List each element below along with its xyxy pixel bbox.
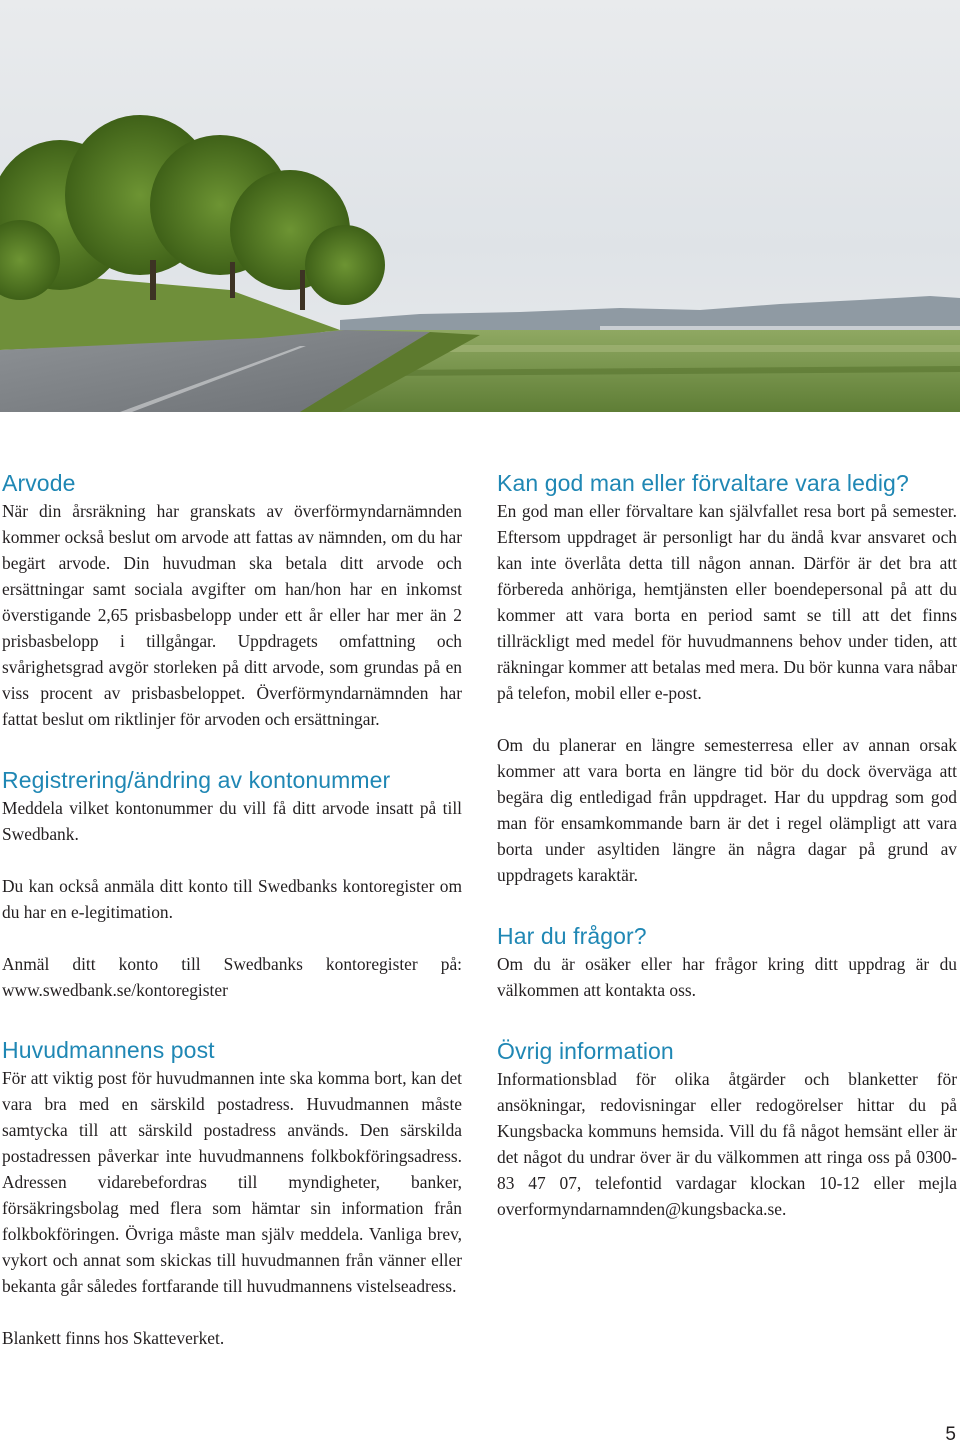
- road-landscape-illustration: [0, 0, 960, 412]
- arvode-text: När din årsräkning har granskats av överförmyndarnämnden kommer också beslut om arvode att fattas av nämnden, om du har begärt arvode. Din huvudman ska betala ditt arvode och ersättningar samt sociala avgifter om han/hon har en inkomst överstigande 2,65 prisbasbelopp under ett år eller har mer än 2 prisbasbelopp i tillgångar. Uppdragets omfattning och svårighetsgrad avgör storleken på ditt arvode, som grundas på en viss procent av prisbasbeloppet. Överförmyndarnämnden har fattat beslut om riktlinjer för arvoden och ersättningar.: [2, 501, 462, 729]
- registrering-text-2: Du kan också anmäla ditt konto till Swedbanks kontoregister om du har en e-legitimation.: [2, 876, 462, 922]
- fragor-text: Om du är osäker eller har frågor kring ditt uppdrag är du välkommen att kontakta oss.: [497, 954, 957, 1000]
- fragor-heading: Har du frågor?: [497, 923, 647, 949]
- ledig-heading: Kan god man eller förvaltare vara ledig?: [497, 470, 909, 496]
- ledig-text-1: En god man eller förvaltare kan självfallet resa bort på semester. Eftersom uppdraget är personligt har du ändå kvar ansvaret och kan inte överlåta detta till någon annan. Därför är det bra att förbereda anhöriga, hemtjänsten eller boendepersonal på att du kommer att vara borta en period samt se till att det finns tillräckligt med medel för huvudmannens behov under tiden, att räkningar kommer att betalas med mera. Du bör kunna vara nåbar på telefon, mobil eller e-post.: [497, 501, 957, 703]
- ovrig-text: Informationsblad för olika åtgärder och blanketter för ansökningar, redovisningar eller redogörelser hittar du på Kungsbacka kommuns hemsida. Vill du få något hemsänt eller är det något du undrar över är du välkommen att ringa oss på 0300-83 47 07, telefontid vardagar klockan 10-12 eller mejla overformyndarnamnden@kungsbacka.se.: [497, 1069, 957, 1219]
- arvode-heading: Arvode: [2, 470, 76, 496]
- ledig-text-2: Om du planerar en längre semesterresa eller av annan orsak kommer att vara borta en längre tid bör du dock överväga att begära dig entledigad från uppdraget. Har du uppdrag som god man för ensamkommande barn är det i regel olämpligt att vara borta under asyltiden längre än några dagar på grund av uppdragets karaktär.: [497, 735, 957, 885]
- landscape-photo: [0, 0, 960, 412]
- blankett-note: Blankett finns hos Skatteverket.: [2, 1328, 225, 1348]
- ovrig-heading: Övrig information: [497, 1038, 674, 1064]
- huvudmannens-post-heading: Huvudmannens post: [2, 1037, 215, 1063]
- left-column: [2, 468, 462, 1351]
- registrering-text-1: Meddela vilket kontonummer du vill få ditt arvode insatt på till Swedbank.: [2, 798, 462, 844]
- right-column: [497, 468, 957, 1222]
- page-number: 5: [945, 1424, 956, 1445]
- huvudmannens-post-text: För att viktig post för huvudmannen inte ska komma bort, kan det vara bra med en särskild postadress. Huvudmannen måste samtycka till att särskild postadress används. Den särskilda postadressen påverkar inte huvudmannens folkbokföringsadress. Adressen vidarebefordras till myndigheter, banker, försäkringsbolag med flera som hämtar sin information från folkbokföringen. Övriga måste man själv meddela. Vanliga brev, vykort och annat som skickas till huvudmannen från vänner eller bekanta går således fortfarande till huvudmannens vistelseadress.: [2, 1068, 462, 1296]
- registrering-heading: Registrering/ändring av kontonummer: [2, 767, 391, 793]
- registrering-text-3: Anmäl ditt konto till Swedbanks kontoregister på: www.swedbank.se/kontoregister: [2, 954, 462, 1000]
